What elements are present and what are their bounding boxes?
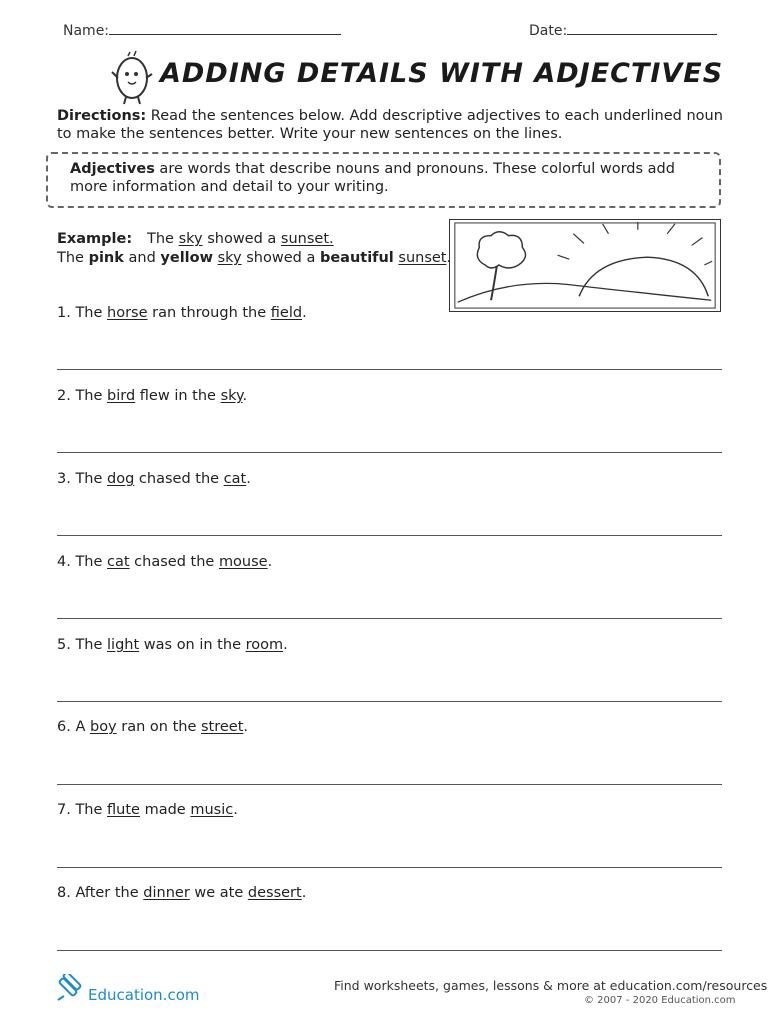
answer-line-5[interactable] bbox=[57, 701, 722, 702]
question-text: 3. The bbox=[57, 471, 108, 487]
question-text: ran through the bbox=[147, 305, 271, 321]
question-noun: sky bbox=[220, 388, 243, 404]
question-text: 7. The bbox=[57, 802, 108, 818]
question-text: chased the bbox=[129, 554, 219, 570]
question-noun: room bbox=[245, 637, 284, 653]
question-text: . bbox=[283, 637, 288, 653]
question-text: flew in the bbox=[135, 388, 221, 404]
question-text: made bbox=[139, 802, 191, 818]
example-text: . bbox=[446, 250, 452, 266]
example-noun: sunset bbox=[398, 250, 447, 266]
question-text: we ate bbox=[189, 885, 248, 901]
answer-line-8[interactable] bbox=[57, 950, 722, 951]
example-line-1 bbox=[57, 230, 451, 249]
question-text: chased the bbox=[134, 471, 224, 487]
directions-text: Read the sentences below. Add descriptive adjectives to each underlined noun to make the sentences better. Write your new sentences on the lines. bbox=[57, 108, 723, 142]
question-text: . bbox=[302, 305, 307, 321]
question-noun: cat bbox=[223, 471, 247, 487]
date-label: Date: bbox=[529, 23, 568, 39]
question-text: 8. After the bbox=[57, 885, 144, 901]
question-noun: horse bbox=[107, 305, 148, 321]
example-adjective: beautiful bbox=[319, 250, 394, 266]
question-noun: dessert bbox=[247, 885, 302, 901]
question-text: ran on the bbox=[116, 719, 201, 735]
example-text: and bbox=[123, 250, 161, 266]
example-adjective: yellow bbox=[160, 250, 213, 266]
question-text: . bbox=[242, 388, 248, 404]
answer-line-2[interactable] bbox=[57, 452, 722, 453]
question-noun: flute bbox=[107, 802, 140, 818]
definition-text: are words that describe nouns and pronouns. These colorful words add more information and detail to your writing. bbox=[70, 161, 675, 195]
question-1 bbox=[57, 305, 307, 321]
question-text: . bbox=[246, 471, 251, 487]
example-adjective: pink bbox=[88, 250, 124, 266]
definition bbox=[70, 160, 700, 196]
question-6 bbox=[57, 719, 248, 735]
question-noun: cat bbox=[107, 554, 130, 570]
question-noun: bird bbox=[107, 388, 136, 404]
question-text: . bbox=[233, 802, 238, 818]
name-label: Name: bbox=[63, 23, 110, 39]
answer-line-6[interactable] bbox=[57, 784, 722, 785]
question-text: 5. The bbox=[57, 637, 108, 653]
question-noun: light bbox=[107, 637, 140, 653]
question-noun: field bbox=[270, 305, 303, 321]
question-2 bbox=[57, 388, 247, 404]
question-noun: mouse bbox=[218, 554, 268, 570]
directions-label: Directions: bbox=[57, 108, 147, 124]
question-noun: street bbox=[201, 719, 244, 735]
answer-line-7[interactable] bbox=[57, 867, 722, 868]
example-noun: sky bbox=[178, 231, 203, 247]
question-text: 2. The bbox=[57, 388, 108, 404]
question-text: 1. The bbox=[57, 305, 108, 321]
example-line-2 bbox=[57, 249, 451, 268]
question-text: 4. The bbox=[57, 554, 108, 570]
example-noun: sky bbox=[217, 250, 242, 266]
answer-line-4[interactable] bbox=[57, 618, 722, 619]
example bbox=[57, 230, 451, 268]
question-3 bbox=[57, 471, 251, 487]
education-logo-icon bbox=[54, 974, 86, 1006]
footer-brand[interactable]: Education.com bbox=[88, 986, 200, 1004]
example-text: The bbox=[57, 250, 89, 266]
question-text: was on in the bbox=[139, 637, 246, 653]
question-noun: boy bbox=[89, 719, 117, 735]
definition-term: Adjectives bbox=[70, 161, 155, 177]
question-text: . bbox=[243, 719, 249, 735]
example-text: showed a bbox=[241, 250, 320, 266]
example-text: showed a bbox=[202, 231, 281, 247]
sunset-illustration bbox=[446, 219, 721, 312]
directions bbox=[57, 107, 727, 143]
question-noun: music bbox=[190, 802, 234, 818]
question-5 bbox=[57, 637, 288, 653]
question-4 bbox=[57, 554, 272, 570]
egg-mascot-icon bbox=[108, 48, 156, 106]
question-8 bbox=[57, 885, 306, 901]
question-text: . bbox=[267, 554, 273, 570]
date-blank[interactable] bbox=[567, 22, 717, 35]
footer-resources-link[interactable]: Find worksheets, games, lessons & more at education.com/resources bbox=[334, 978, 768, 993]
example-noun: sunset. bbox=[280, 231, 334, 247]
question-text: 6. A bbox=[57, 719, 90, 735]
answer-line-3[interactable] bbox=[57, 535, 722, 536]
name-field[interactable] bbox=[63, 22, 341, 39]
question-noun: dog bbox=[107, 471, 135, 487]
question-noun: dinner bbox=[143, 885, 190, 901]
example-label: Example: bbox=[57, 231, 133, 247]
page-title: ADDING DETAILS WITH ADJECTIVES bbox=[160, 58, 724, 89]
name-blank[interactable] bbox=[109, 22, 341, 35]
date-field[interactable] bbox=[529, 22, 717, 39]
footer-copyright: © 2007 - 2020 Education.com bbox=[584, 995, 736, 1006]
example-text: The bbox=[147, 231, 179, 247]
question-text: . bbox=[301, 885, 307, 901]
question-7 bbox=[57, 802, 238, 818]
answer-line-1[interactable] bbox=[57, 369, 722, 370]
